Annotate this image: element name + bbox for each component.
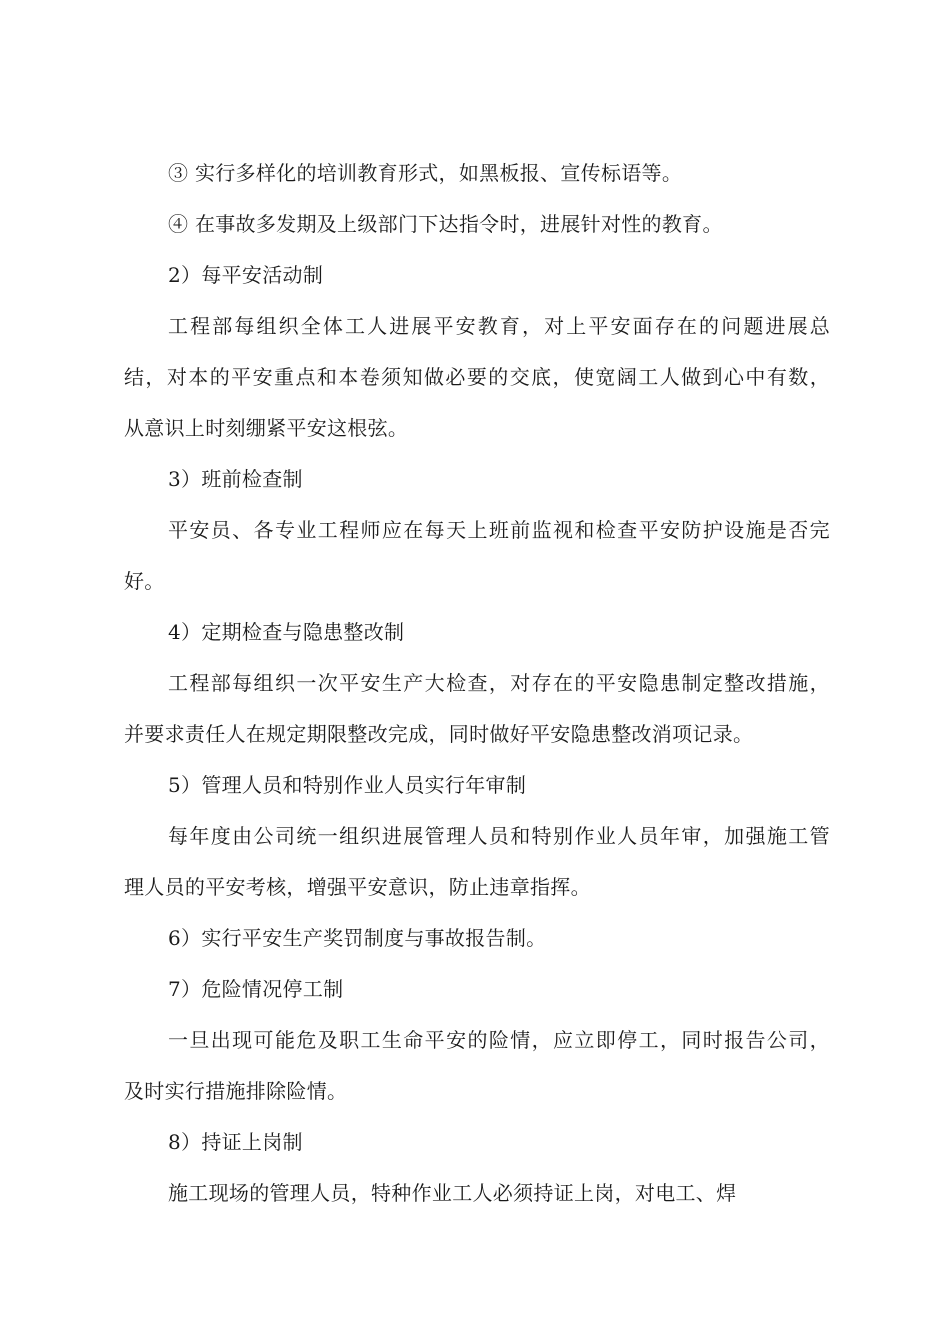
section-heading-7: 7）危险情况停工制 bbox=[168, 977, 344, 1001]
section-heading-3: 3）班前检查制 bbox=[168, 467, 303, 491]
section-heading-4: 4）定期检查与隐患整改制 bbox=[168, 620, 405, 644]
bullet-item-4: ④ 在事故多发期及上级部门下达指令时，进展针对性的教育。 bbox=[168, 212, 723, 236]
section-heading-6: 6）实行平安生产奖罚制度与事故报告制。 bbox=[168, 926, 547, 950]
paragraph-line: 工程部每组织全体工人进展平安教育，对上平安面存在的问题进展总 bbox=[168, 314, 830, 338]
paragraph-line: 从意识上时刻绷紧平安这根弦。 bbox=[124, 416, 409, 440]
paragraph-line: 并要求责任人在规定期限整改完成，同时做好平安隐患整改消项记录。 bbox=[124, 722, 754, 746]
paragraph-line: 一旦出现可能危及职工生命平安的险情，应立即停工，同时报告公司， bbox=[168, 1028, 830, 1052]
section-heading-5: 5）管理人员和特别作业人员实行年审制 bbox=[168, 773, 527, 797]
paragraph-line: 施工现场的管理人员，特种作业工人必须持证上岗，对电工、焊 bbox=[168, 1181, 737, 1205]
paragraph-line: 及时实行措施排除险情。 bbox=[124, 1079, 348, 1103]
section-heading-2: 2）每平安活动制 bbox=[168, 263, 324, 287]
paragraph-line: 好。 bbox=[124, 569, 165, 593]
bullet-item-3: ③ 实行多样化的培训教育形式，如黑板报、宣传标语等。 bbox=[168, 161, 683, 185]
paragraph-line: 每年度由公司统一组织进展管理人员和特别作业人员年审，加强施工管 bbox=[168, 824, 830, 848]
section-heading-8: 8）持证上岗制 bbox=[168, 1130, 303, 1154]
paragraph-line: 理人员的平安考核，增强平安意识，防止违章指挥。 bbox=[124, 875, 591, 899]
paragraph-line: 工程部每组织一次平安生产大检查，对存在的平安隐患制定整改措施， bbox=[168, 671, 830, 695]
paragraph-line: 平安员、各专业工程师应在每天上班前监视和检查平安防护设施是否完 bbox=[168, 518, 830, 542]
paragraph-line: 结，对本的平安重点和本卷须知做必要的交底，使宽阔工人做到心中有数， bbox=[124, 365, 830, 389]
